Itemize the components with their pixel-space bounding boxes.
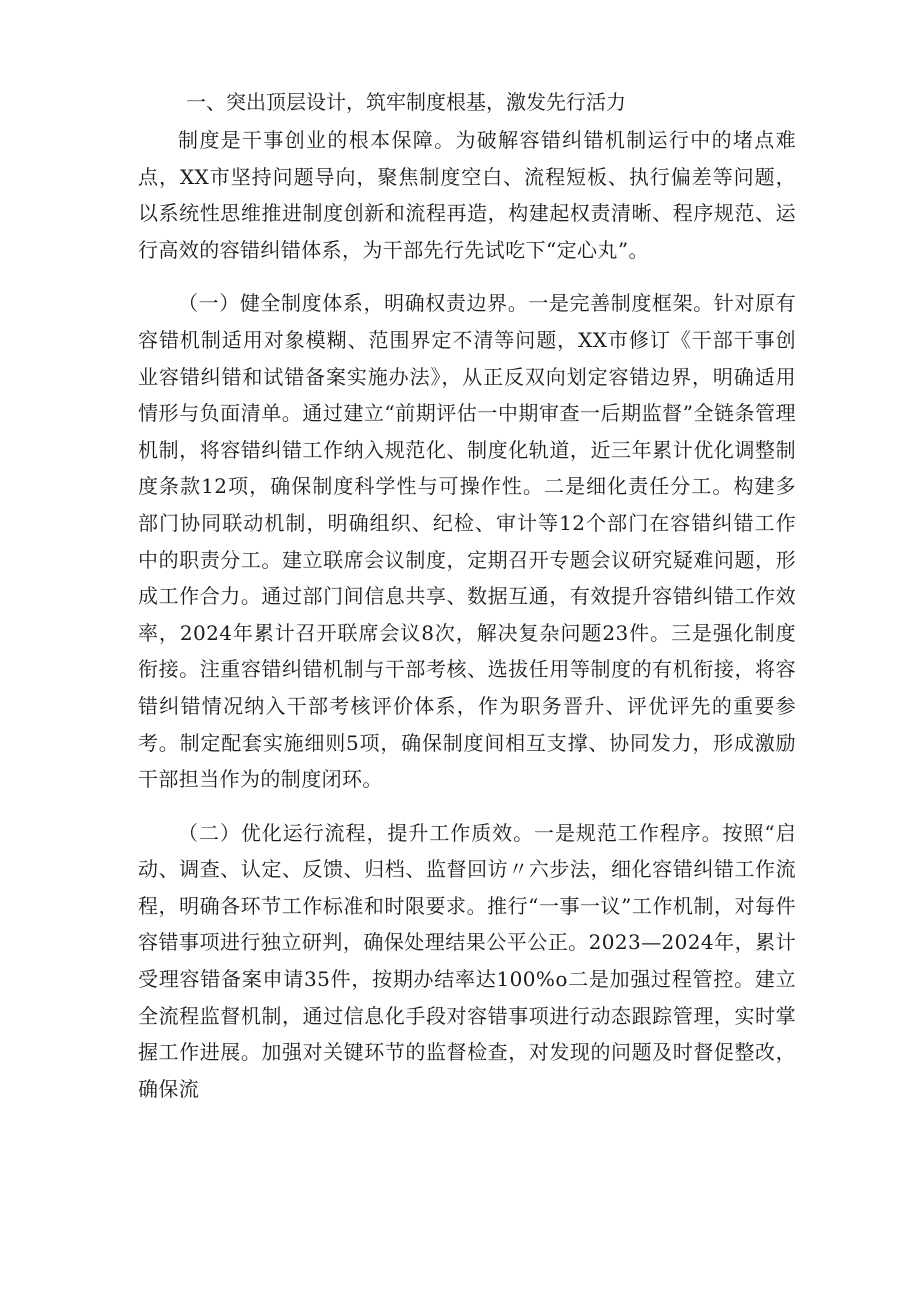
intro-paragraph: 制度是干事创业的根本保障。为破解容错纠错机制运行中的堵点难点，XX市坚持问题导向，聚焦制度空白、流程短板、执行偏差等问题，以系统性思维推进制度创新和流程再造，构建起权责清晰、程序规范、运行高效的容错纠错体系，为干部先行先试吃下“定心丸”。 [138,128,796,262]
document-page [138,84,796,1107]
subsection-2-paragraph: （二）优化运行流程，提升工作质效。一是规范工作程序。按照“启动、调查、认定、反馈、归档、监督回访〃六步法，细化容错纠错工作流程，明确各环节工作标准和时限要求。推行“一事一议”工作机制，对每件容错事项进行独立研判，确保处理结果公平公正。2023—2024年，累计受理容错备案申请35件，按期办结率达100%o二是加强过程管控。建立全流程监督机制，通过信息化手段对容错事项进行动态跟踪管理，实时掌握工作进展。加强对关键环节的监督检查，对发现的问题及时督促整改，确保流 [138,820,796,1101]
subsection-1-paragraph: （一）健全制度体系，明确权责边界。一是完善制度框架。针对原有容错机制适用对象模糊、范围界定不清等问题，XX市修订《干部干事创业容错纠错和试错备案实施办法》，从正反双向划定容错边界，明确适用情形与负面清单。通过建立“前期评估一中期审查一后期监督”全链条管理机制，将容错纠错工作纳入规范化、制度化轨道，近三年累计优化调整制度条款12项，确保制度科学性与可操作性。二是细化责任分工。构建多部门协同联动机制，明确组织、纪检、审计等12个部门在容错纠错工作中的职责分工。建立联席会议制度，定期召开专题会议研究疑难问题，形成工作合力。通过部门间信息共享、数据互通，有效提升容错纠错工作效率，2024年累计召开联席会议8次，解决复杂问题23件。三是强化制度衔接。注重容错纠错机制与干部考核、选拔任用等制度的有机衔接，将容错纠错情况纳入干部考核评价体系，作为职务晋升、评优评先的重要参考。制定配套实施细则5项，确保制度间相互支撑、协同发力，形成激励干部担当作为的制度闭环。 [138,291,796,792]
section-heading: 一、突出顶层设计，筑牢制度根基，激发先行活力 [186,90,626,114]
